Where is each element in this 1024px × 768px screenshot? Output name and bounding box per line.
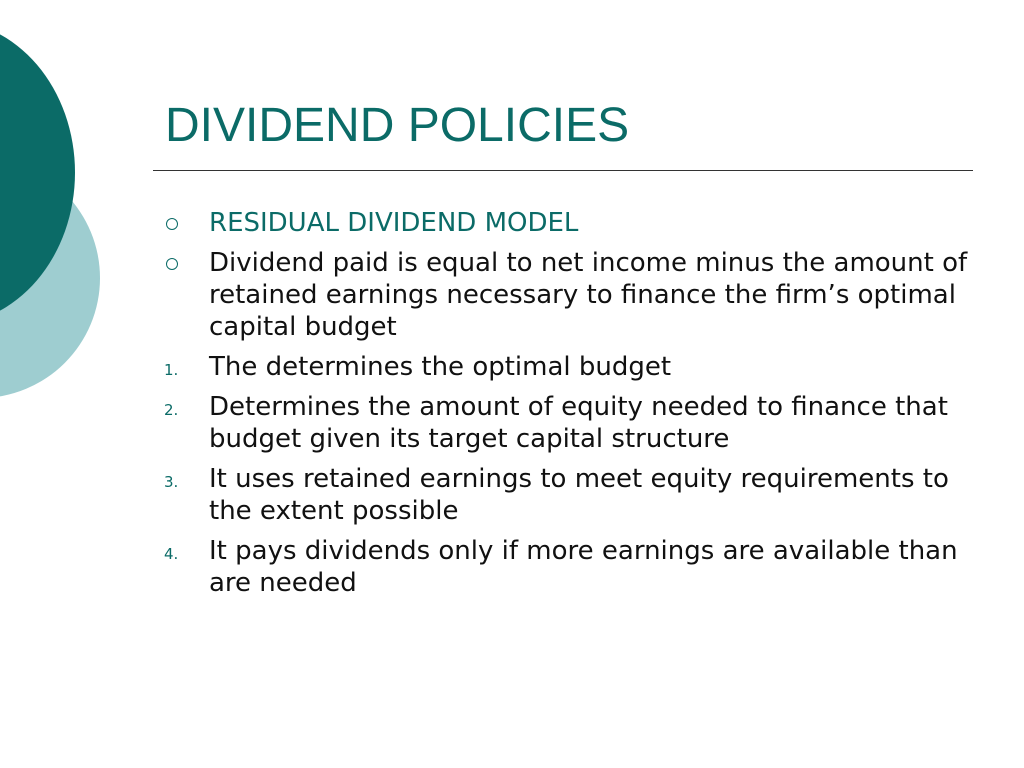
numbered-item-4 (160, 535, 980, 599)
bullet-text: The determines the optimal budget (209, 352, 672, 382)
numbered-item-3 (160, 463, 980, 527)
item-number: 2. (164, 401, 179, 419)
slide-title: DIVIDEND POLICIES (165, 99, 630, 152)
bullet-text: It pays dividends only if more earnings are available than are needed (209, 536, 958, 598)
numbered-item-2 (160, 391, 980, 455)
bullet-text: Determines the amount of equity needed to finance that budget given its target capital structure (209, 392, 948, 454)
bullet-text: It uses retained earnings to meet equity requirements to the extent possible (209, 464, 949, 526)
ring-bullet-icon (160, 207, 190, 239)
bullet-item-residual-model (160, 207, 980, 239)
numbered-item-1 (160, 351, 980, 383)
item-number: 4. (164, 545, 179, 563)
title-divider (153, 170, 973, 171)
item-number: 1. (164, 361, 179, 379)
bullet-text: Dividend paid is equal to net income minus the amount of retained earnings necessary to finance the firm’s optimal capital budget (209, 248, 968, 342)
bullet-list (160, 207, 980, 607)
bullet-item-definition (160, 247, 980, 343)
item-number: 3. (164, 473, 179, 491)
ring-bullet-icon (160, 247, 190, 279)
bullet-text: RESIDUAL DIVIDEND MODEL (209, 208, 579, 238)
